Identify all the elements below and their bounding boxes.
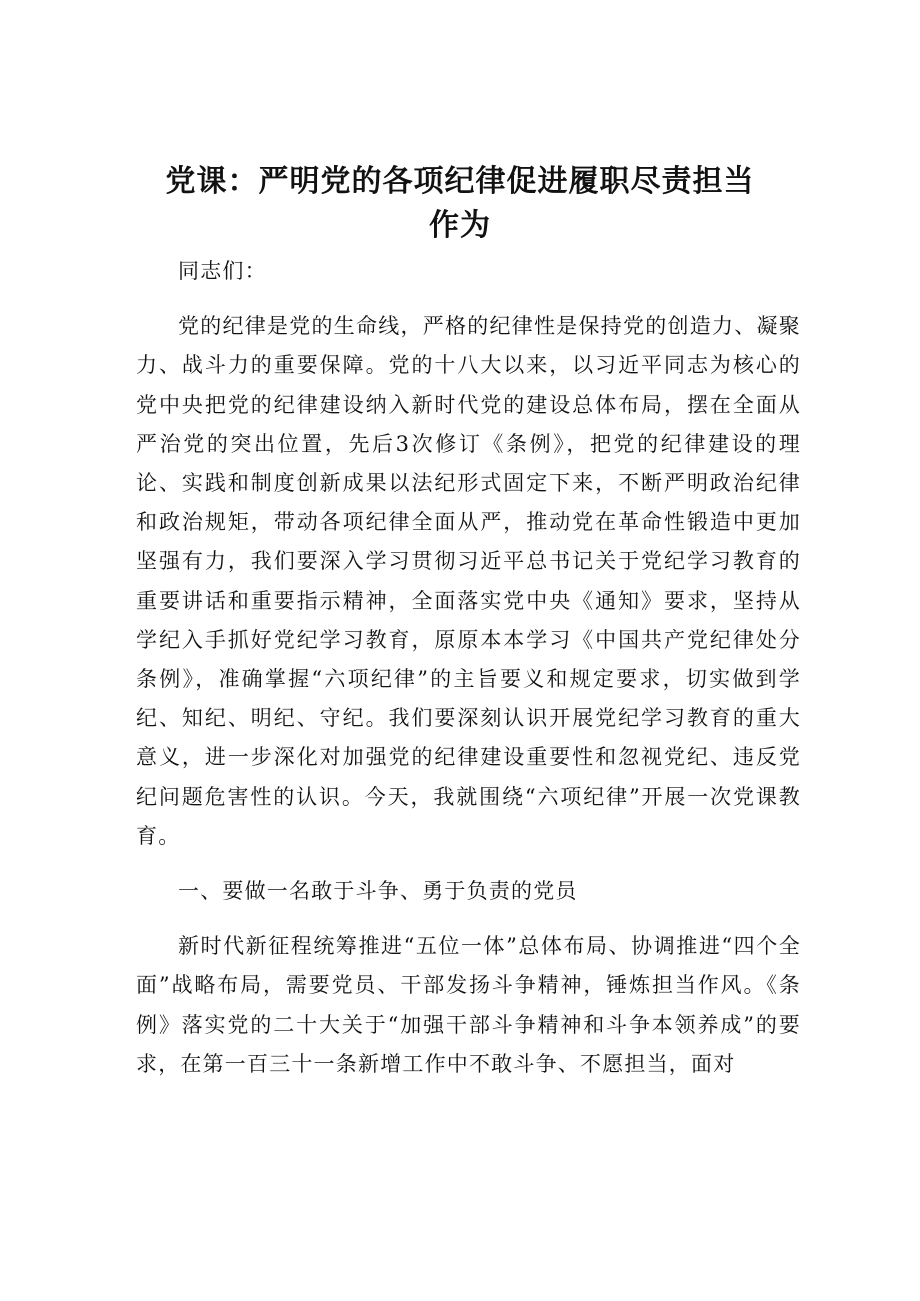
salutation: 同志们： [178, 259, 267, 283]
document-title: 党课：严明党的各项纪律促进履职尽责担当作为 [165, 164, 755, 243]
section-heading: 一、要做一名敢于斗争、勇于负责的党员 [178, 879, 578, 904]
section-paragraph: 新时代新征程统筹推进“五位一体”总体布局、协调推进“四个全面”战略布局，需要党员、干部发扬斗争精神，锤炼担当作风。《条例》落实党的二十大关于“加强干部斗争精神和斗争本领养成”的要求，在第一百三十一条新增工作中不敢斗争、不愿担当，面对 [136, 934, 801, 1076]
document-body [136, 252, 801, 1100]
body-paragraph: 党的纪律是党的生命线，严格的纪律性是保持党的创造力、凝聚力、战斗力的重要保障。党的十八大以来，以习近平同志为核心的党中央把党的纪律建设纳入新时代党的建设总体布局，摆在全面从严治党的突出位置，先后3次修订《条例》，把党的纪律建设的理论、实践和制度创新成果以法纪形式固定下来，不断严明政治纪律和政治规矩，带动各项纪律全面从严，推动党在革命性锻造中更加坚强有力，我们要深入学习贯彻习近平总书记关于党纪学习教育的重要讲话和重要指示精神，全面落实党中央《通知》要求，坚持从学纪入手抓好党纪学习教育，原原本本学习《中国共产党纪律处分条例》，准确掌握“六项纪律”的主旨要义和规定要求，切实做到学纪、知纪、明纪、守纪。我们要深刻认识开展党纪学习教育的重大意义，进一步深化对加强党的纪律建设重要性和忽视党纪、违反党纪问题危害性的认识。今天，我就围绕“六项纪律”开展一次党课教育。 [136, 314, 801, 848]
